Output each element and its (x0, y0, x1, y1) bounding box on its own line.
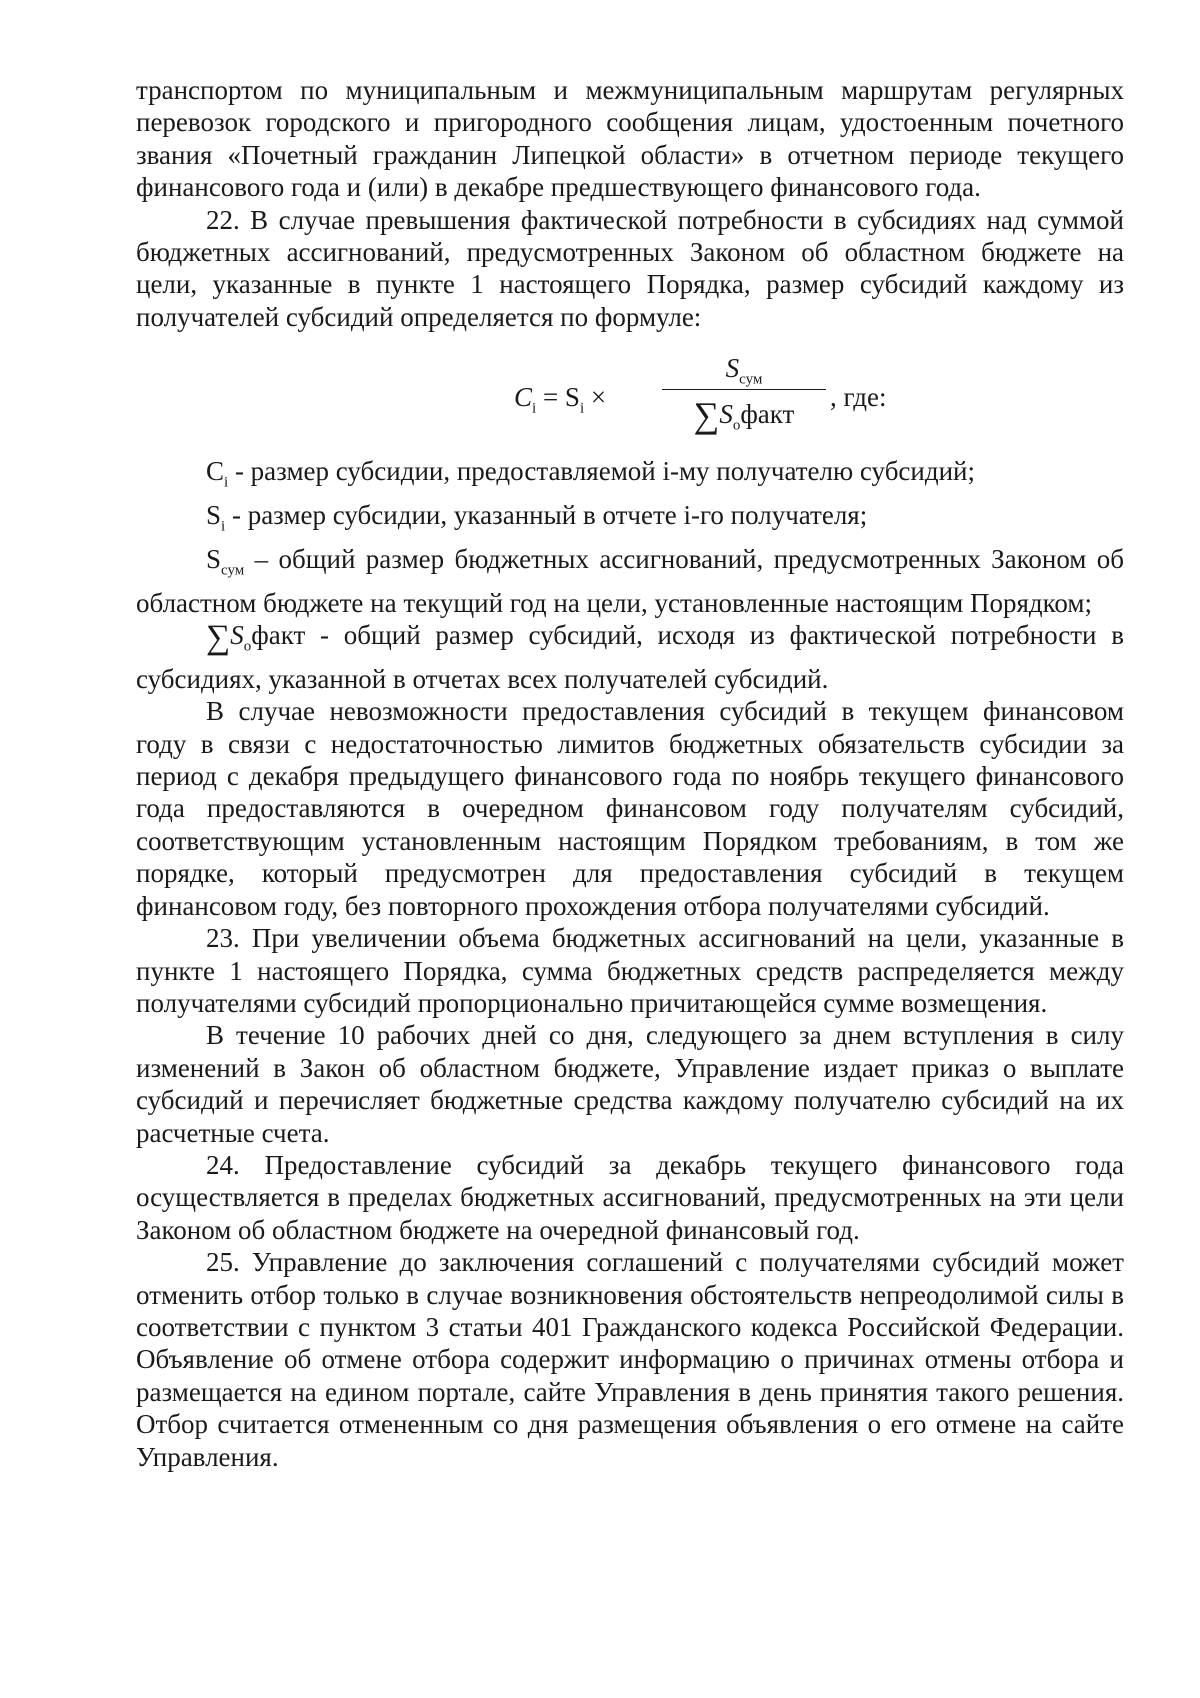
def-ci-symbol: C (206, 456, 225, 487)
def-si-text: - размер субсидии, указанный в отчете i-го получателя; (225, 500, 868, 531)
formula-tail: , где: (830, 382, 887, 413)
fraction-bar (662, 389, 826, 390)
document-page (136, 74, 1124, 1473)
def-ci-text: - размер субсидии, предоставляемой i-му получателю субсидий; (228, 456, 975, 487)
paragraph-23-b: В течение 10 рабочих дней со дня, следующего за днем вступления в силу изменений в Закон об областном бюджете, Управление издает приказ о выплате субсидий и перечисляет бюджетные средства каждому получателю субсидий на их расчетные счета. (136, 1020, 1124, 1148)
def-ci-sub: i (224, 474, 229, 491)
def-sum-text: - общий размер субсидий, исходя из фактической потребности в субсидиях, указанной в отчетах всех получателей субсидий. (136, 620, 1124, 694)
formula-numerator (662, 347, 826, 389)
definition-sum-fact (136, 619, 1124, 695)
formula-den-word: факт (740, 399, 795, 430)
paragraph-22: 22. В случае превышения фактической потребности в субсидиях над суммой бюджетных ассигнований, предусмотренных Законом об областном бюджете на цели, указанные в пункте 1 настоящего Порядка, размер субсидий каждому из получателей субсидий определяется по формуле: (136, 204, 1124, 332)
definition-ssum (136, 543, 1124, 619)
paragraph-25: 25. Управление до заключения соглашений с получателями субсидий может отменить отбор только в случае возникновения обстоятельств непреодолимой силы в соответствии с пунктом 3 статьи 401 Гражданского кодекса Российской Федерации. Объявление об отмене отбора содержит информацию о причинах отмены отбора и размещается на едином портале, сайте Управления в день принятия такого решения. Отбор считается отмененным со дня размещения объявления о его отмене на сайте Управления. (136, 1247, 1124, 1472)
formula-num-sub: сум (739, 371, 763, 388)
paragraph-23: 23. При увеличении объема бюджетных ассигнований на цели, указанные в пункте 1 настоящего Порядка, сумма бюджетных средств распределяется между получателями субсидий пропорционально причитающейся сумме возмещения. (136, 923, 1124, 1018)
formula-lhs (514, 381, 606, 425)
formula-times: × (584, 382, 607, 413)
def-si-symbol: S (206, 500, 222, 531)
formula-c: C (514, 382, 533, 413)
formula-den-s: S (719, 399, 733, 430)
definition-si (136, 499, 1124, 543)
def-ssum-symbol: S (206, 543, 222, 574)
formula-eq: = S (536, 382, 580, 413)
def-ssum-text: – общий размер бюджетных ассигнований, предусмотренных Законом об областном бюджете на текущий год на цели, установленные настоящим Порядком; (136, 543, 1124, 618)
def-sum-sub: о (243, 638, 252, 655)
formula-den-sub: о (732, 417, 741, 434)
def-ssum-sub: сум (221, 562, 245, 579)
formula-fraction (662, 347, 826, 436)
paragraph-limits: В случае невозможности предоставления субсидий в текущем финансовом году в связи с недостаточностью лимитов бюджетных обязательств субсидии за период с декабря предыдущего финансового года по ноябрь текущего финансового года предоставляются в очередном финансовом году получателям субсидий, соответствующим установленным настоящим Порядком требованиям, в том же порядке, который предусмотрен для предоставления субсидий в текущем финансовом году, без повторного прохождения отбора получателями субсидий. (136, 696, 1124, 921)
def-sum-word: факт (251, 620, 306, 651)
formula-definitions (136, 455, 1124, 695)
subsidy-formula (136, 347, 1124, 447)
formula-si-sub: i (579, 400, 585, 417)
formula-c-sub: i (532, 400, 537, 417)
def-sum-s: S (230, 620, 244, 651)
paragraph-24: 24. Предоставление субсидий за декабрь текущего финансового года осуществляется в пределах бюджетных ассигнований, предусмотренных на эти цели Законом об областном бюджете на очередной финансовый год. (136, 1149, 1124, 1245)
def-si-sub: i (221, 518, 226, 535)
formula-denominator (662, 392, 826, 436)
def-sigma-symbol: ∑ (206, 619, 231, 657)
definition-ci (136, 455, 1124, 499)
sigma-symbol: ∑ (693, 395, 720, 436)
formula-num-s: S (725, 353, 740, 384)
paragraph-continuation: транспортом по муниципальным и межмуниципальным маршрутам регулярных перевозок городского и пригородного сообщения лицам, удостоенным почетного звания «Почетный гражданин Липецкой области» в отчетном периоде текущего финансового года и (или) в декабре предшествующего финансового года. (136, 75, 1124, 203)
